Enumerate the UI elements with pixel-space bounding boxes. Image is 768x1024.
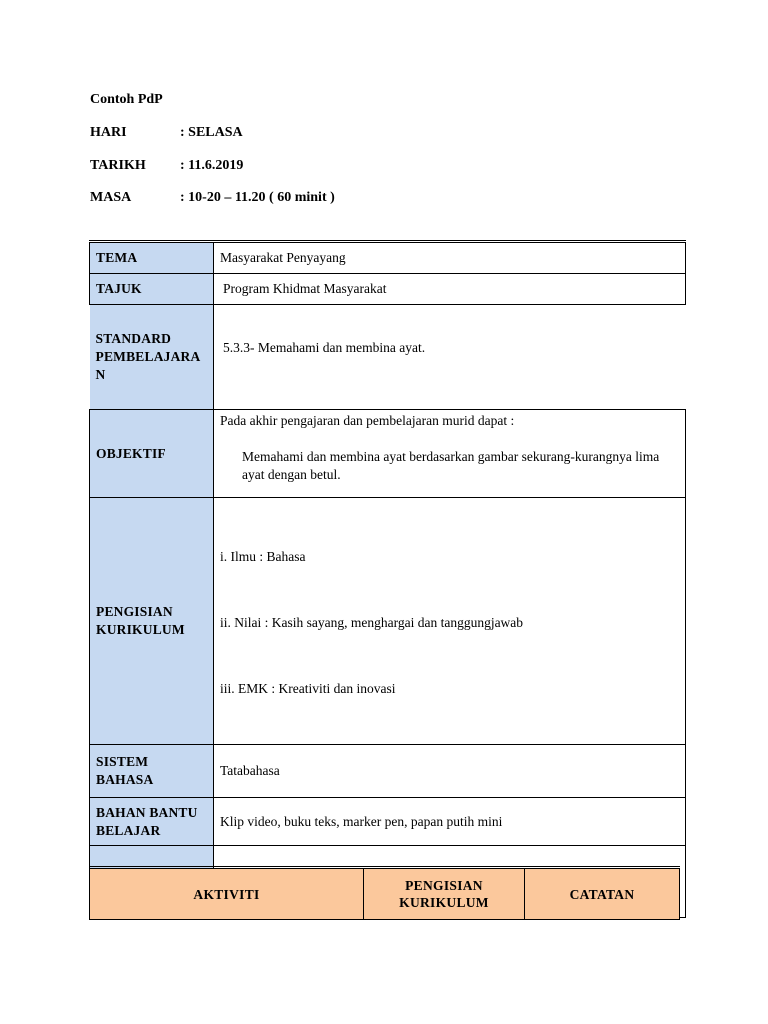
pengisian-list [214, 498, 686, 745]
bahan-label [90, 798, 214, 846]
header-value: : 10-20 – 11.20 ( 60 minit ) [180, 190, 335, 205]
list-item: i. Ilmu : Bahasa [220, 549, 306, 564]
activity-table [89, 866, 680, 920]
lesson-info-table [89, 240, 686, 918]
header-line: KURIKULUM [399, 895, 489, 910]
header-label: MASA [90, 190, 132, 205]
header-row-hari [0, 125, 768, 145]
pengisian-label-line: KURIKULUM [96, 622, 185, 637]
sistem-label-line: BAHASA [96, 772, 154, 787]
objektif-label: OBJEKTIF [90, 410, 214, 498]
activity-header-row [90, 868, 680, 920]
objektif-body: Memahami dan membina ayat berdasarkan gambar sekurang-kurangnya lima ayat dengan betul. [242, 449, 660, 482]
bahan-value: Klip video, buku teks, marker pen, papan putih mini [214, 798, 686, 846]
header-label: TARIKH [90, 158, 146, 173]
row-bahan [90, 798, 686, 846]
objektif-intro: Pada akhir pengajaran dan pembelajaran murid dapat : [220, 413, 515, 428]
activity-header-aktiviti [90, 868, 364, 920]
activity-header-catatan [525, 868, 680, 920]
row-pengisian [90, 498, 686, 745]
header-line: PENGISIAN [405, 878, 483, 893]
row-standard [90, 305, 686, 410]
sistem-value: Tatabahasa [214, 745, 686, 798]
row-sistem [90, 745, 686, 798]
standard-label-line: PEMBELAJARA [95, 349, 201, 364]
row-objektif [90, 410, 686, 498]
sistem-label-line: SISTEM [96, 754, 149, 769]
standard-value: 5.3.3- Memahami dan membina ayat. [223, 340, 426, 355]
standard-label [90, 305, 214, 410]
header-line: AKTIVITI [193, 886, 260, 902]
row-tema [90, 242, 686, 274]
header-row-tarikh [0, 158, 768, 178]
bahan-label-line: BAHAN BANTU [96, 804, 198, 820]
header-row-masa [0, 190, 768, 210]
header-value: : 11.6.2019 [180, 158, 244, 173]
standard-label-line: STANDARD [95, 331, 172, 346]
bahan-label-line: BELAJAR [96, 822, 161, 838]
header-value: : SELASA [180, 125, 243, 140]
list-item: iii. EMK : Kreativiti dan inovasi [220, 681, 396, 696]
tajuk-value: Program Khidmat Masyarakat [214, 274, 686, 305]
objektif-value [214, 410, 686, 498]
tema-value: Masyarakat Penyayang [214, 242, 686, 274]
pengisian-label-line: PENGISIAN [96, 604, 173, 619]
tajuk-label: TAJUK [90, 274, 214, 305]
sistem-label [90, 745, 214, 798]
activity-header-pengisian [364, 868, 525, 920]
header-line: CATATAN [569, 886, 635, 902]
doc-title: Contoh PdP [90, 92, 163, 107]
list-item: ii. Nilai : Kasih sayang, menghargai dan tanggungjawab [220, 615, 524, 630]
tema-label: TEMA [90, 242, 214, 274]
header-label: HARI [90, 125, 127, 140]
row-tajuk [90, 274, 686, 305]
pengisian-label [90, 498, 214, 745]
standard-label-line: N [95, 367, 106, 382]
